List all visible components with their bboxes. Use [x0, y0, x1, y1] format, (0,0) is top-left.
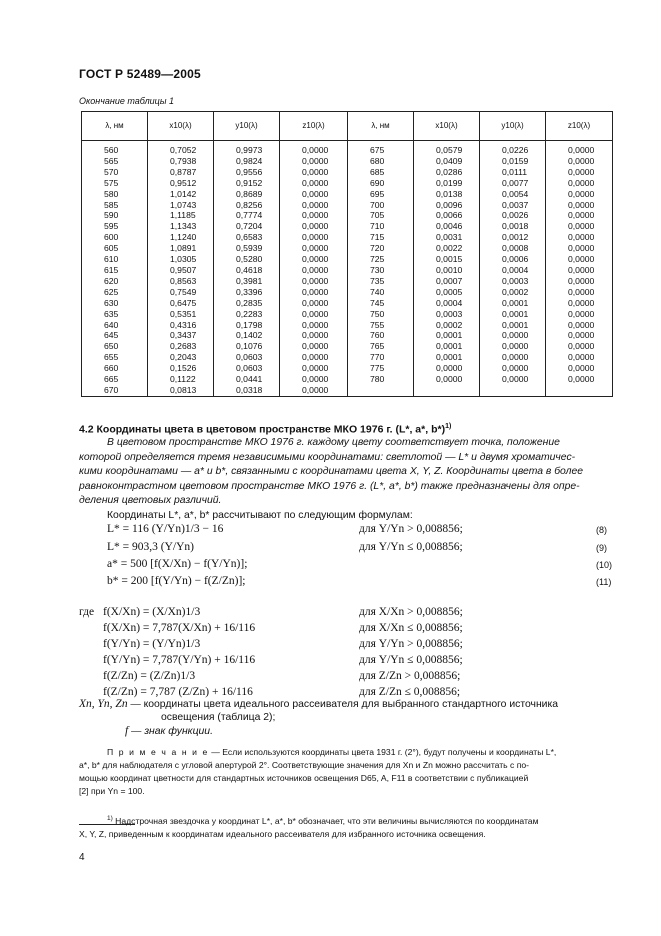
table-cell: 0,0000	[280, 363, 348, 374]
table-cell: 0,3396	[214, 287, 280, 298]
table-cell: 735	[348, 276, 414, 287]
table-cell: 0,0031	[414, 232, 480, 243]
table-row	[82, 156, 613, 167]
table-cell: 0,0096	[414, 200, 480, 211]
equation-lhs: L* = 116 (Y/Yn)1/3 − 16	[107, 523, 224, 535]
table-row	[82, 309, 613, 320]
table-cell: 725	[348, 254, 414, 265]
table-row	[82, 189, 613, 200]
table-cell	[414, 385, 480, 396]
col-header: λ, нм	[348, 112, 414, 141]
table-cell: 650	[82, 341, 148, 352]
data-table	[81, 111, 613, 397]
table-cell: 0,8689	[214, 189, 280, 200]
table-cell: 0,0000	[480, 341, 546, 352]
table-row	[82, 341, 613, 352]
table-cell: 0,1076	[214, 341, 280, 352]
table-cell: 1,1343	[148, 221, 214, 232]
table-cell: 0,0000	[546, 221, 613, 232]
section-title: 4.2 Координаты цвета в цветовом пространстве МКО 1976 г. (L*, a*, b*)	[79, 423, 446, 436]
table-cell: 0,0008	[480, 243, 546, 254]
table-caption: Окончание таблицы 1	[79, 96, 174, 106]
table-cell: 0,0066	[414, 210, 480, 221]
intro-line: равноконтрастном цветовом пространстве МКО 1976 г. (L*, a*, b*) также предназначены для опре-	[79, 480, 580, 492]
table-cell: 0,4316	[148, 320, 214, 331]
table-cell: 0,0000	[546, 374, 613, 385]
table-cell: 0,0005	[414, 287, 480, 298]
table-cell: 635	[82, 309, 148, 320]
table-cell: 610	[82, 254, 148, 265]
table-cell: 0,9507	[148, 265, 214, 276]
function-condition: для Y/Yn > 0,008856;	[359, 638, 463, 650]
equation-number: (10)	[596, 560, 613, 570]
table-cell: 0,0000	[546, 352, 613, 363]
table-cell: 0,0000	[546, 330, 613, 341]
table-cell: 0,0000	[546, 200, 613, 211]
table-cell: 0,0000	[280, 265, 348, 276]
function-condition: для Y/Yn ≤ 0,008856;	[359, 654, 463, 666]
table-cell: 0,7204	[214, 221, 280, 232]
function-condition: для Z/Zn > 0,008856;	[359, 670, 461, 682]
table-cell: 0,0001	[480, 298, 546, 309]
table-cell: 730	[348, 265, 414, 276]
table-cell: 745	[348, 298, 414, 309]
table-cell: 0,1798	[214, 320, 280, 331]
table-cell: 0,0603	[214, 363, 280, 374]
table-cell: 0,9512	[148, 178, 214, 189]
table-cell: 0,0000	[546, 254, 613, 265]
table-cell: 0,0026	[480, 210, 546, 221]
table-cell: 0,0199	[414, 178, 480, 189]
table-cell: 600	[82, 232, 148, 243]
col-header: x10(λ)	[414, 112, 480, 141]
table-cell: 630	[82, 298, 148, 309]
footnote	[79, 812, 615, 841]
table-cell: 565	[82, 156, 148, 167]
def-text: координаты цвета идеального рассеивателя для выбранного стандартного источника	[143, 699, 559, 710]
table-cell: 775	[348, 363, 414, 374]
table-cell: 0,0001	[414, 330, 480, 341]
section-heading	[79, 423, 451, 436]
note-label: П р и м е ч а н и е	[107, 747, 209, 757]
table-row	[82, 276, 613, 287]
table-cell: 1,1185	[148, 210, 214, 221]
table-cell: 0,0000	[546, 141, 613, 156]
table-cell: 0,9556	[214, 167, 280, 178]
table-cell: 595	[82, 221, 148, 232]
table-cell: 680	[348, 156, 414, 167]
table-cell: 0,7938	[148, 156, 214, 167]
table-cell: 655	[82, 352, 148, 363]
equation-lhs: L* = 903,3 (Y/Yn)	[107, 541, 194, 553]
equation-condition: для Y/Yn > 0,008856;	[359, 523, 463, 535]
table-cell: 0,0318	[214, 385, 280, 396]
table-cell: 765	[348, 341, 414, 352]
table-cell: 0,9824	[214, 156, 280, 167]
table-cell: 0,0000	[280, 276, 348, 287]
table-cell: 0,0000	[546, 232, 613, 243]
table-cell: 0,0003	[414, 309, 480, 320]
table-cell: 0,0000	[546, 189, 613, 200]
table-row	[82, 221, 613, 232]
table-cell: 0,0000	[280, 352, 348, 363]
table-cell: 0,0000	[280, 287, 348, 298]
table-cell: 700	[348, 200, 414, 211]
table-cell: 660	[82, 363, 148, 374]
table-cell: 645	[82, 330, 148, 341]
table-row	[82, 254, 613, 265]
table-cell: 0,0000	[280, 156, 348, 167]
function-lhs: f(X/Xn) = (X/Xn)1/3	[103, 606, 201, 618]
function-condition: для X/Xn ≤ 0,008856;	[359, 622, 463, 634]
col-header: y10(λ)	[214, 112, 280, 141]
table-cell: 685	[348, 167, 414, 178]
table-cell: 0,0000	[546, 298, 613, 309]
table-cell: 0,0000	[280, 210, 348, 221]
table-cell: 1,1240	[148, 232, 214, 243]
table-row	[82, 385, 613, 396]
table-cell: 0,7052	[148, 141, 214, 156]
table-cell: 0,1402	[214, 330, 280, 341]
footnote-line: X, Y, Z, приведенным к координатам идеального рассеивателя для избранного источника освещения.	[79, 828, 486, 839]
table-row	[82, 330, 613, 341]
def-symbol: Xn, Yn, Zn —	[79, 698, 141, 710]
table-cell: 570	[82, 167, 148, 178]
intro-line: которой определяется тремя независимыми координатами: светлотой — L* и двумя хроматичес-	[79, 451, 576, 463]
table-cell: 0,5280	[214, 254, 280, 265]
col-header: y10(λ)	[480, 112, 546, 141]
table-row	[82, 320, 613, 331]
table-cell: 0,8787	[148, 167, 214, 178]
definition-xyz	[79, 697, 619, 713]
table-cell: 0,0000	[546, 243, 613, 254]
footnote-mark: 1)	[107, 815, 113, 822]
table-cell: 0,0000	[280, 374, 348, 385]
table-cell: 0,0000	[414, 374, 480, 385]
col-header: z10(λ)	[546, 112, 613, 141]
formula-intro: Координаты L*, a*, b* рассчитывают по следующим формулам:	[107, 510, 413, 521]
table-cell: 0,0037	[480, 200, 546, 211]
table-cell: 0,0001	[480, 309, 546, 320]
table-cell: 0,0018	[480, 221, 546, 232]
table-cell: 0,0000	[546, 178, 613, 189]
table-cell	[480, 385, 546, 396]
equation-lhs: b* = 200 [f(Y/Yn) − f(Z/Zn)];	[107, 575, 246, 587]
table-cell: 0,0286	[414, 167, 480, 178]
table-cell: 0,0000	[546, 167, 613, 178]
function-lhs: f(Z/Zn) = (Z/Zn)1/3	[103, 670, 196, 682]
table-cell: 0,0000	[280, 298, 348, 309]
table-cell: 710	[348, 221, 414, 232]
table-cell: 0,0000	[280, 232, 348, 243]
table-cell: 0,0000	[280, 178, 348, 189]
table-cell: 1,0142	[148, 189, 214, 200]
note-line: мощью координат цветности для стандартных источников освещения D65, A, F11 в соответствии с публикацией	[79, 773, 529, 783]
table-row	[82, 141, 613, 156]
table-cell: 0,0007	[414, 276, 480, 287]
table-cell: 0,0000	[280, 320, 348, 331]
table-cell: 0,0000	[280, 141, 348, 156]
table-cell: 560	[82, 141, 148, 156]
table-cell: 1,0305	[148, 254, 214, 265]
table-cell: 0,0603	[214, 352, 280, 363]
function-condition: для Z/Zn ≤ 0,008856;	[359, 686, 461, 698]
table-cell: 0,0000	[546, 363, 613, 374]
table-cell: 0,0000	[280, 309, 348, 320]
table-cell: 1,0743	[148, 200, 214, 211]
function-lhs: f(Z/Zn) = 7,787 (Z/Zn) + 16/116	[103, 686, 253, 698]
table-cell: 0,0813	[148, 385, 214, 396]
note-block	[79, 746, 615, 798]
table-cell: 0,0000	[480, 330, 546, 341]
table-cell: 0,2283	[214, 309, 280, 320]
table-cell: 0,0001	[414, 352, 480, 363]
table-cell: 0,0000	[546, 341, 613, 352]
document-header: ГОСТ Р 52489—2005	[79, 67, 201, 81]
where-label: где	[79, 606, 95, 618]
table-cell: 760	[348, 330, 414, 341]
table-cell: 0,0579	[414, 141, 480, 156]
table-row	[82, 287, 613, 298]
equation-number: (11)	[596, 577, 612, 587]
table-cell: 0,6583	[214, 232, 280, 243]
table-row	[82, 210, 613, 221]
table-cell: 0,0077	[480, 178, 546, 189]
table-cell: 620	[82, 276, 148, 287]
table-cell: 750	[348, 309, 414, 320]
table-cell: 0,0002	[414, 320, 480, 331]
intro-paragraph	[79, 436, 615, 509]
table-cell: 0,8563	[148, 276, 214, 287]
table-cell: 625	[82, 287, 148, 298]
table-cell: 0,0000	[546, 309, 613, 320]
table-cell: 0,0409	[414, 156, 480, 167]
table-cell: 0,0006	[480, 254, 546, 265]
table-cell: 0,8256	[214, 200, 280, 211]
table-cell: 705	[348, 210, 414, 221]
table-cell: 0,0000	[280, 243, 348, 254]
function-condition: для X/Xn > 0,008856;	[359, 606, 463, 618]
table-cell: 0,0000	[480, 352, 546, 363]
col-header: x10(λ)	[148, 112, 214, 141]
table-cell: 0,0000	[414, 363, 480, 374]
table-cell	[546, 385, 613, 396]
table-cell: 0,0000	[480, 363, 546, 374]
note-line: — Если используются координаты цвета 1931 г. (2°), будут получены и координаты L*,	[208, 747, 557, 757]
table-cell: 0,0111	[480, 167, 546, 178]
table-cell: 0,9973	[214, 141, 280, 156]
table-cell: 0,5939	[214, 243, 280, 254]
table-cell: 0,5351	[148, 309, 214, 320]
table-cell: 780	[348, 374, 414, 385]
table-cell	[348, 385, 414, 396]
note-line: [2] при Yn = 100.	[79, 786, 145, 796]
table-cell: 0,0000	[546, 320, 613, 331]
table-cell: 0,3437	[148, 330, 214, 341]
table-cell: 0,0000	[480, 374, 546, 385]
table-cell: 0,0054	[480, 189, 546, 200]
table-cell: 585	[82, 200, 148, 211]
table-cell: 740	[348, 287, 414, 298]
table-cell: 1,0891	[148, 243, 214, 254]
equation-lhs: a* = 500 [f(X/Xn) − f(Y/Yn)];	[107, 558, 248, 570]
note-line: a*, b* для наблюдателя с угловой апертурой 2°. Соответствующие значения для Xn и Zn можно рассчитать с по-	[79, 760, 530, 770]
table-cell: 580	[82, 189, 148, 200]
table-cell: 0,7774	[214, 210, 280, 221]
table-cell: 0,0001	[414, 341, 480, 352]
table-cell: 0,0000	[280, 330, 348, 341]
table-cell: 640	[82, 320, 148, 331]
table-cell: 0,1122	[148, 374, 214, 385]
table-row	[82, 374, 613, 385]
footnote-ref: 1)	[445, 423, 452, 430]
table-row	[82, 200, 613, 211]
table-cell: 0,2683	[148, 341, 214, 352]
table-cell: 0,6475	[148, 298, 214, 309]
table-cell: 0,0000	[546, 265, 613, 276]
table-cell: 0,0002	[480, 287, 546, 298]
table-cell: 670	[82, 385, 148, 396]
equation-number: (9)	[596, 543, 607, 553]
intro-line: кими координатами — a* и b*, связанными с координатами цвета X, Y, Z. Координаты цвета в более	[79, 466, 584, 478]
table-cell: 0,0000	[280, 221, 348, 232]
table-cell: 0,0138	[414, 189, 480, 200]
table-cell: 0,0441	[214, 374, 280, 385]
table-cell: 0,1526	[148, 363, 214, 374]
table-cell: 0,0000	[280, 167, 348, 178]
table-cell: 675	[348, 141, 414, 156]
def-text: освещения (таблица 2);	[161, 712, 276, 723]
table-cell: 690	[348, 178, 414, 189]
col-header: λ, нм	[82, 112, 148, 141]
table-cell: 0,7549	[148, 287, 214, 298]
table-cell: 0,0015	[414, 254, 480, 265]
table-cell: 0,0000	[280, 254, 348, 265]
table-row	[82, 265, 613, 276]
table-cell: 0,0012	[480, 232, 546, 243]
table-cell: 0,0004	[414, 298, 480, 309]
table-cell: 0,0046	[414, 221, 480, 232]
function-lhs: f(Y/Yn) = (Y/Yn)1/3	[103, 638, 201, 650]
equation-condition: для Y/Yn ≤ 0,008856;	[359, 541, 463, 553]
table-cell: 715	[348, 232, 414, 243]
equation-number: (8)	[596, 525, 607, 535]
table-cell: 0,0000	[546, 156, 613, 167]
table-header-row	[82, 112, 613, 141]
table-cell: 695	[348, 189, 414, 200]
footnote-line: Надстрочная звездочка у координат L*, a*, b* обозначает, что эти величины вычисляются по координатам	[115, 815, 539, 826]
table-cell: 755	[348, 320, 414, 331]
table-row	[82, 232, 613, 243]
table-cell: 0,0022	[414, 243, 480, 254]
table-cell: 0,0000	[280, 385, 348, 396]
function-lhs: f(X/Xn) = 7,787(X/Xn) + 16/116	[103, 622, 256, 634]
table-cell: 0,2835	[214, 298, 280, 309]
table-row	[82, 178, 613, 189]
table-cell: 0,0003	[480, 276, 546, 287]
table-row	[82, 243, 613, 254]
table-cell: 0,9152	[214, 178, 280, 189]
table-cell: 605	[82, 243, 148, 254]
table-cell: 575	[82, 178, 148, 189]
table-cell: 0,0226	[480, 141, 546, 156]
definition-f	[125, 724, 213, 740]
table-cell: 0,0000	[546, 276, 613, 287]
table-row	[82, 167, 613, 178]
table-cell: 0,3981	[214, 276, 280, 287]
table-cell: 770	[348, 352, 414, 363]
table-cell: 0,0010	[414, 265, 480, 276]
table-cell: 0,0004	[480, 265, 546, 276]
def-text: знак функции.	[144, 726, 213, 737]
table-cell: 615	[82, 265, 148, 276]
table-cell: 0,0000	[280, 200, 348, 211]
table-cell: 0,0000	[546, 287, 613, 298]
col-header: z10(λ)	[280, 112, 348, 141]
table-cell: 0,0000	[280, 341, 348, 352]
page-number: 4	[79, 852, 85, 863]
table-cell: 0,2043	[148, 352, 214, 363]
table-cell: 665	[82, 374, 148, 385]
def-symbol: f —	[125, 725, 142, 737]
table-cell: 0,0000	[546, 210, 613, 221]
intro-line: деления цветовых различий.	[79, 495, 222, 507]
table-row	[82, 298, 613, 309]
table-cell: 0,4618	[214, 265, 280, 276]
function-lhs: f(Y/Yn) = 7,787(Y/Yn) + 16/116	[103, 654, 256, 666]
table-cell: 0,0159	[480, 156, 546, 167]
intro-line: В цветовом пространстве МКО 1976 г. каждому цвету соответствует точка, положение	[107, 437, 560, 448]
table-cell: 590	[82, 210, 148, 221]
table-cell: 720	[348, 243, 414, 254]
table-cell: 0,0000	[280, 189, 348, 200]
table-row	[82, 352, 613, 363]
table-cell: 0,0001	[480, 320, 546, 331]
table-row	[82, 363, 613, 374]
